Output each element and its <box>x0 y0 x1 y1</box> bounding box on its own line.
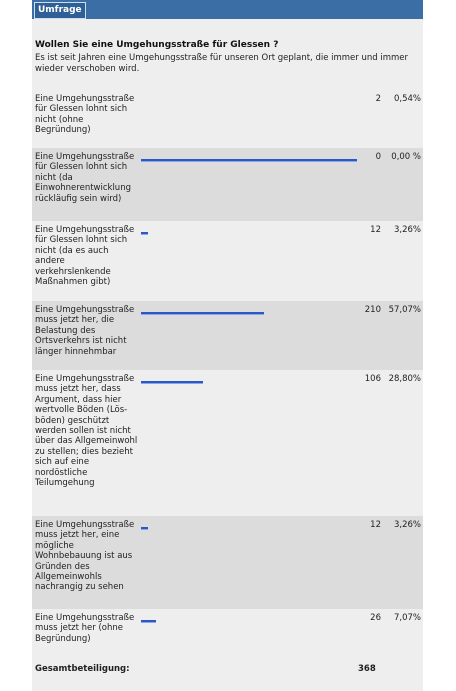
poll-option-row <box>32 301 423 370</box>
total-participation-label: Gesamtbeteiligung: <box>35 664 130 674</box>
poll-header <box>32 0 423 19</box>
poll-option-percent: 0,00 % <box>391 152 421 162</box>
poll-option-row <box>32 516 423 609</box>
poll-option-bar <box>141 232 148 235</box>
poll-option-bar <box>141 312 264 315</box>
poll-option-percent: 3,26% <box>393 520 421 530</box>
poll-option-bar <box>141 527 148 530</box>
poll-option-bar <box>141 381 203 384</box>
poll-option-label: Eine Umgehungsstraße muss jetzt her (ohne Begründung) <box>35 613 135 644</box>
poll-option-count: 12 <box>370 520 381 530</box>
poll-option-count: 106 <box>364 374 381 384</box>
poll-option-count: 2 <box>375 94 381 104</box>
poll-option-percent: 57,07% <box>388 305 421 315</box>
poll-intro: Es ist seit Jahren eine Umgehungsstraße für unseren Ort geplant, die immer und immer wieder verschoben wird. <box>35 53 409 74</box>
poll-question: Wollen Sie eine Umgehungsstraße für Glessen ? <box>35 40 279 50</box>
poll-option-row <box>32 148 423 221</box>
poll-option-count: 0 <box>375 152 381 162</box>
poll-option-bar <box>141 620 156 623</box>
poll-option-count: 12 <box>370 225 381 235</box>
poll-option-label: Eine Umgehungsstraße muss jetzt her, eine mögliche Wohnbebauung ist aus Gründen des Allgemeinwohls nachrangig zu sehen <box>35 520 135 593</box>
poll-option-percent: 3,26% <box>393 225 421 235</box>
poll-option-row <box>32 370 423 516</box>
poll-option-label: Eine Umgehungsstraße muss jetzt her, dass Argument, dass hier wertvolle Böden (Lös-böden) geschützt werden sollen ist nicht über das Allgemeinwohl zu stellen; dies bezieht sich auf eine nordöstliche Teilumgehung <box>35 374 138 489</box>
poll-option-percent: 0,54% <box>393 94 421 104</box>
poll-option-percent: 7,07% <box>393 613 421 623</box>
poll-option-percent: 28,80% <box>388 374 421 384</box>
total-participation-value: 368 <box>358 664 376 674</box>
poll-header-title: Umfrage <box>34 2 86 19</box>
poll-option-label: Eine Umgehungsstraße für Glessen lohnt sich nicht (ohne Begründung) <box>35 94 135 136</box>
poll-option-label: Eine Umgehungsstraße für Glessen lohnt sich nicht (da Einwohnerentwicklung rückläufig sein wird) <box>35 152 135 204</box>
poll-option-row <box>32 609 423 658</box>
poll-option-bar <box>141 159 357 162</box>
poll-option-count: 210 <box>364 305 381 315</box>
poll-option-label: Eine Umgehungsstraße für Glessen lohnt sich nicht (da es auch andere verkehrslenkende Maßnahmen gibt) <box>35 225 135 288</box>
poll-option-row <box>32 90 423 148</box>
poll-option-label: Eine Umgehungsstraße muss jetzt her, die Belastung des Ortsverkehrs ist nicht länger hinnehmbar <box>35 305 135 357</box>
poll-option-row <box>32 221 423 301</box>
poll-option-count: 26 <box>370 613 381 623</box>
